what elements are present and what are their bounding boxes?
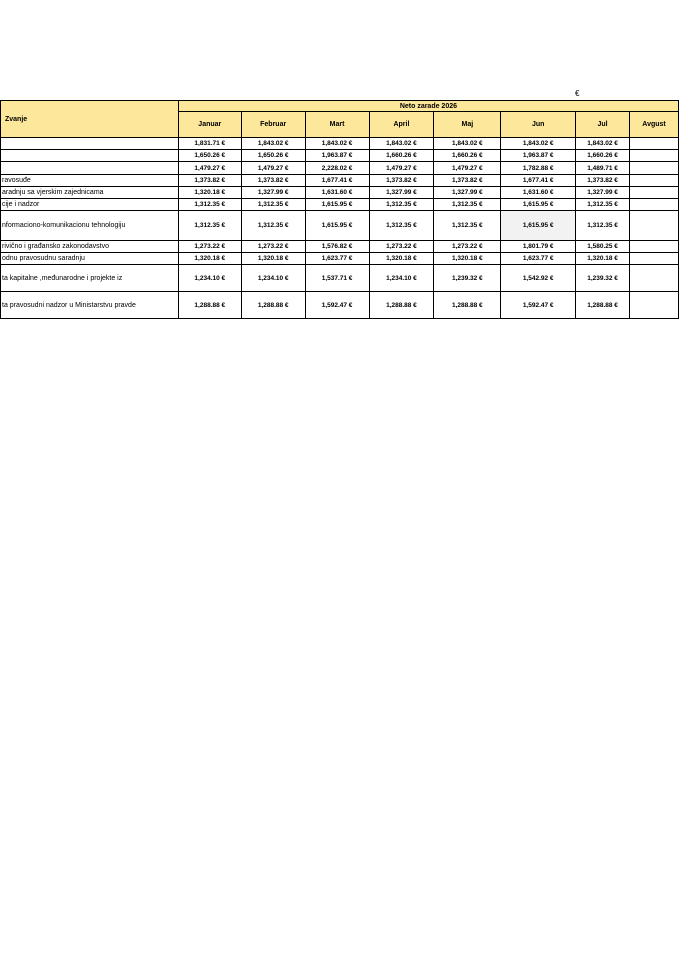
row-label: cije i nadzor [1,199,179,211]
salary-cell [630,241,679,253]
row-label [1,138,179,150]
row-label [1,162,179,175]
table-row [1,199,679,211]
salary-cell [630,211,679,241]
table-row [1,253,679,265]
salary-cell: 1,615.95 € [305,211,369,241]
salary-cell: 1,312.35 € [178,199,241,211]
salary-cell: 1,592.47 € [305,292,369,319]
salary-cell: 1,831.71 € [178,138,241,150]
salary-cell: 1,234.10 € [178,265,241,292]
salary-cell: 1,312.35 € [576,211,630,241]
salary-cell: 1,592.47 € [501,292,576,319]
salary-cell: 1,843.02 € [305,138,369,150]
salary-cell: 1,288.88 € [576,292,630,319]
salary-cell: 1,576.82 € [305,241,369,253]
salary-cell: 1,320.18 € [576,253,630,265]
zvanje-header: Zvanje [1,101,179,138]
salary-cell: 1,327.99 € [576,187,630,199]
salary-cell: 1,963.87 € [305,150,369,162]
salary-cell: 1,843.02 € [501,138,576,150]
salary-cell: 1,801.79 € [501,241,576,253]
salary-cell: 1,288.88 € [369,292,434,319]
salary-cell: 1,660.26 € [434,150,501,162]
month-header: Januar [178,112,241,138]
salary-cell: 1,312.35 € [178,211,241,241]
salary-cell: 1,650.26 € [178,150,241,162]
salary-cell: 1,312.35 € [434,211,501,241]
salary-cell: 1,373.82 € [178,175,241,187]
salary-cell: 1,320.18 € [241,253,305,265]
row-label: ravosuđe [1,175,179,187]
row-label: nformaciono-komunikacionu tehnologiju [1,211,179,241]
salary-cell [630,162,679,175]
salary-cell: 1,320.18 € [369,253,434,265]
table-row [1,187,679,199]
salary-cell: 1,239.32 € [576,265,630,292]
salary-cell: 1,479.27 € [241,162,305,175]
salary-cell: 1,479.27 € [369,162,434,175]
salary-cell: 1,234.10 € [241,265,305,292]
salary-cell: 1,273.22 € [241,241,305,253]
salary-cell: 1,239.32 € [434,265,501,292]
salary-cell: 1,631.60 € [305,187,369,199]
salary-cell: 1,843.02 € [576,138,630,150]
salary-cell: 1,615.95 € [501,211,576,241]
row-label: odnu pravosudnu saradnju [1,253,179,265]
salary-cell: 1,489.71 € [576,162,630,175]
salary-cell: 1,320.18 € [178,187,241,199]
group-header: Neto zarade 2026 [178,101,678,112]
salary-cell [630,199,679,211]
salary-cell [630,265,679,292]
salary-cell: 1,373.82 € [576,175,630,187]
salary-cell: 1,542.92 € [501,265,576,292]
table-row [1,175,679,187]
salary-cell: 1,312.35 € [241,211,305,241]
salary-cell: 1,273.22 € [178,241,241,253]
salary-cell: 1,320.18 € [434,253,501,265]
month-header: Jul [576,112,630,138]
salary-cell: 1,650.26 € [241,150,305,162]
row-label: rivično i građansko zakonodavstvo [1,241,179,253]
month-header: Avgust [630,112,679,138]
salary-cell: 1,273.22 € [369,241,434,253]
row-label [1,150,179,162]
salary-cell: 1,288.88 € [434,292,501,319]
table-row [1,150,679,162]
table-row [1,211,679,241]
salary-cell: 1,623.77 € [305,253,369,265]
salary-cell: 1,312.35 € [369,199,434,211]
month-header: Februar [241,112,305,138]
row-label: ta kapitalne ,međunarodne i projekte iz [1,265,179,292]
salary-cell: 1,312.35 € [576,199,630,211]
salary-cell [630,187,679,199]
salary-cell: 1,312.35 € [434,199,501,211]
salary-cell: 1,631.60 € [501,187,576,199]
month-header: Jun [501,112,576,138]
salary-cell: 1,623.77 € [501,253,576,265]
salary-cell: 1,843.02 € [369,138,434,150]
salary-cell: 1,273.22 € [434,241,501,253]
table-row [1,265,679,292]
salary-cell: 1,782.88 € [501,162,576,175]
currency-symbol: € [575,89,580,98]
table-row [1,138,679,150]
salary-cell: 1,963.87 € [501,150,576,162]
salary-cell: 1,677.41 € [501,175,576,187]
salary-cell: 1,288.88 € [241,292,305,319]
salary-cell: 1,373.82 € [241,175,305,187]
salary-cell: 1,312.35 € [241,199,305,211]
table-row [1,162,679,175]
salary-cell: 1,373.82 € [434,175,501,187]
salary-cell: 1,479.27 € [178,162,241,175]
salary-cell: 1,320.18 € [178,253,241,265]
salary-cell: 1,660.26 € [369,150,434,162]
salary-cell: 1,234.10 € [369,265,434,292]
salary-cell [630,138,679,150]
table-row [1,241,679,253]
salary-cell: 1,479.27 € [434,162,501,175]
salary-cell: 1,312.35 € [369,211,434,241]
month-header: Maj [434,112,501,138]
salary-cell: 1,677.41 € [305,175,369,187]
salary-cell [630,175,679,187]
salary-cell: 1,843.02 € [434,138,501,150]
salary-cell [630,292,679,319]
salary-cell: 1,615.95 € [305,199,369,211]
salary-cell: 1,660.26 € [576,150,630,162]
salary-cell: 1,327.99 € [434,187,501,199]
table-row [1,292,679,319]
row-label: ta pravosudni nadzor u Ministarstvu pravde [1,292,179,319]
salary-cell: 1,537.71 € [305,265,369,292]
row-label: aradnju sa vjerskim zajednicama [1,187,179,199]
salary-table [0,100,679,319]
salary-cell: 1,843.02 € [241,138,305,150]
salary-cell [630,150,679,162]
month-header: April [369,112,434,138]
salary-cell: 1,327.99 € [241,187,305,199]
salary-cell [630,253,679,265]
salary-cell: 1,288.88 € [178,292,241,319]
salary-cell: 1,373.82 € [369,175,434,187]
salary-cell: 2,228.02 € [305,162,369,175]
salary-cell: 1,327.99 € [369,187,434,199]
salary-cell: 1,615.95 € [501,199,576,211]
salary-cell: 1,580.25 € [576,241,630,253]
month-header: Mart [305,112,369,138]
